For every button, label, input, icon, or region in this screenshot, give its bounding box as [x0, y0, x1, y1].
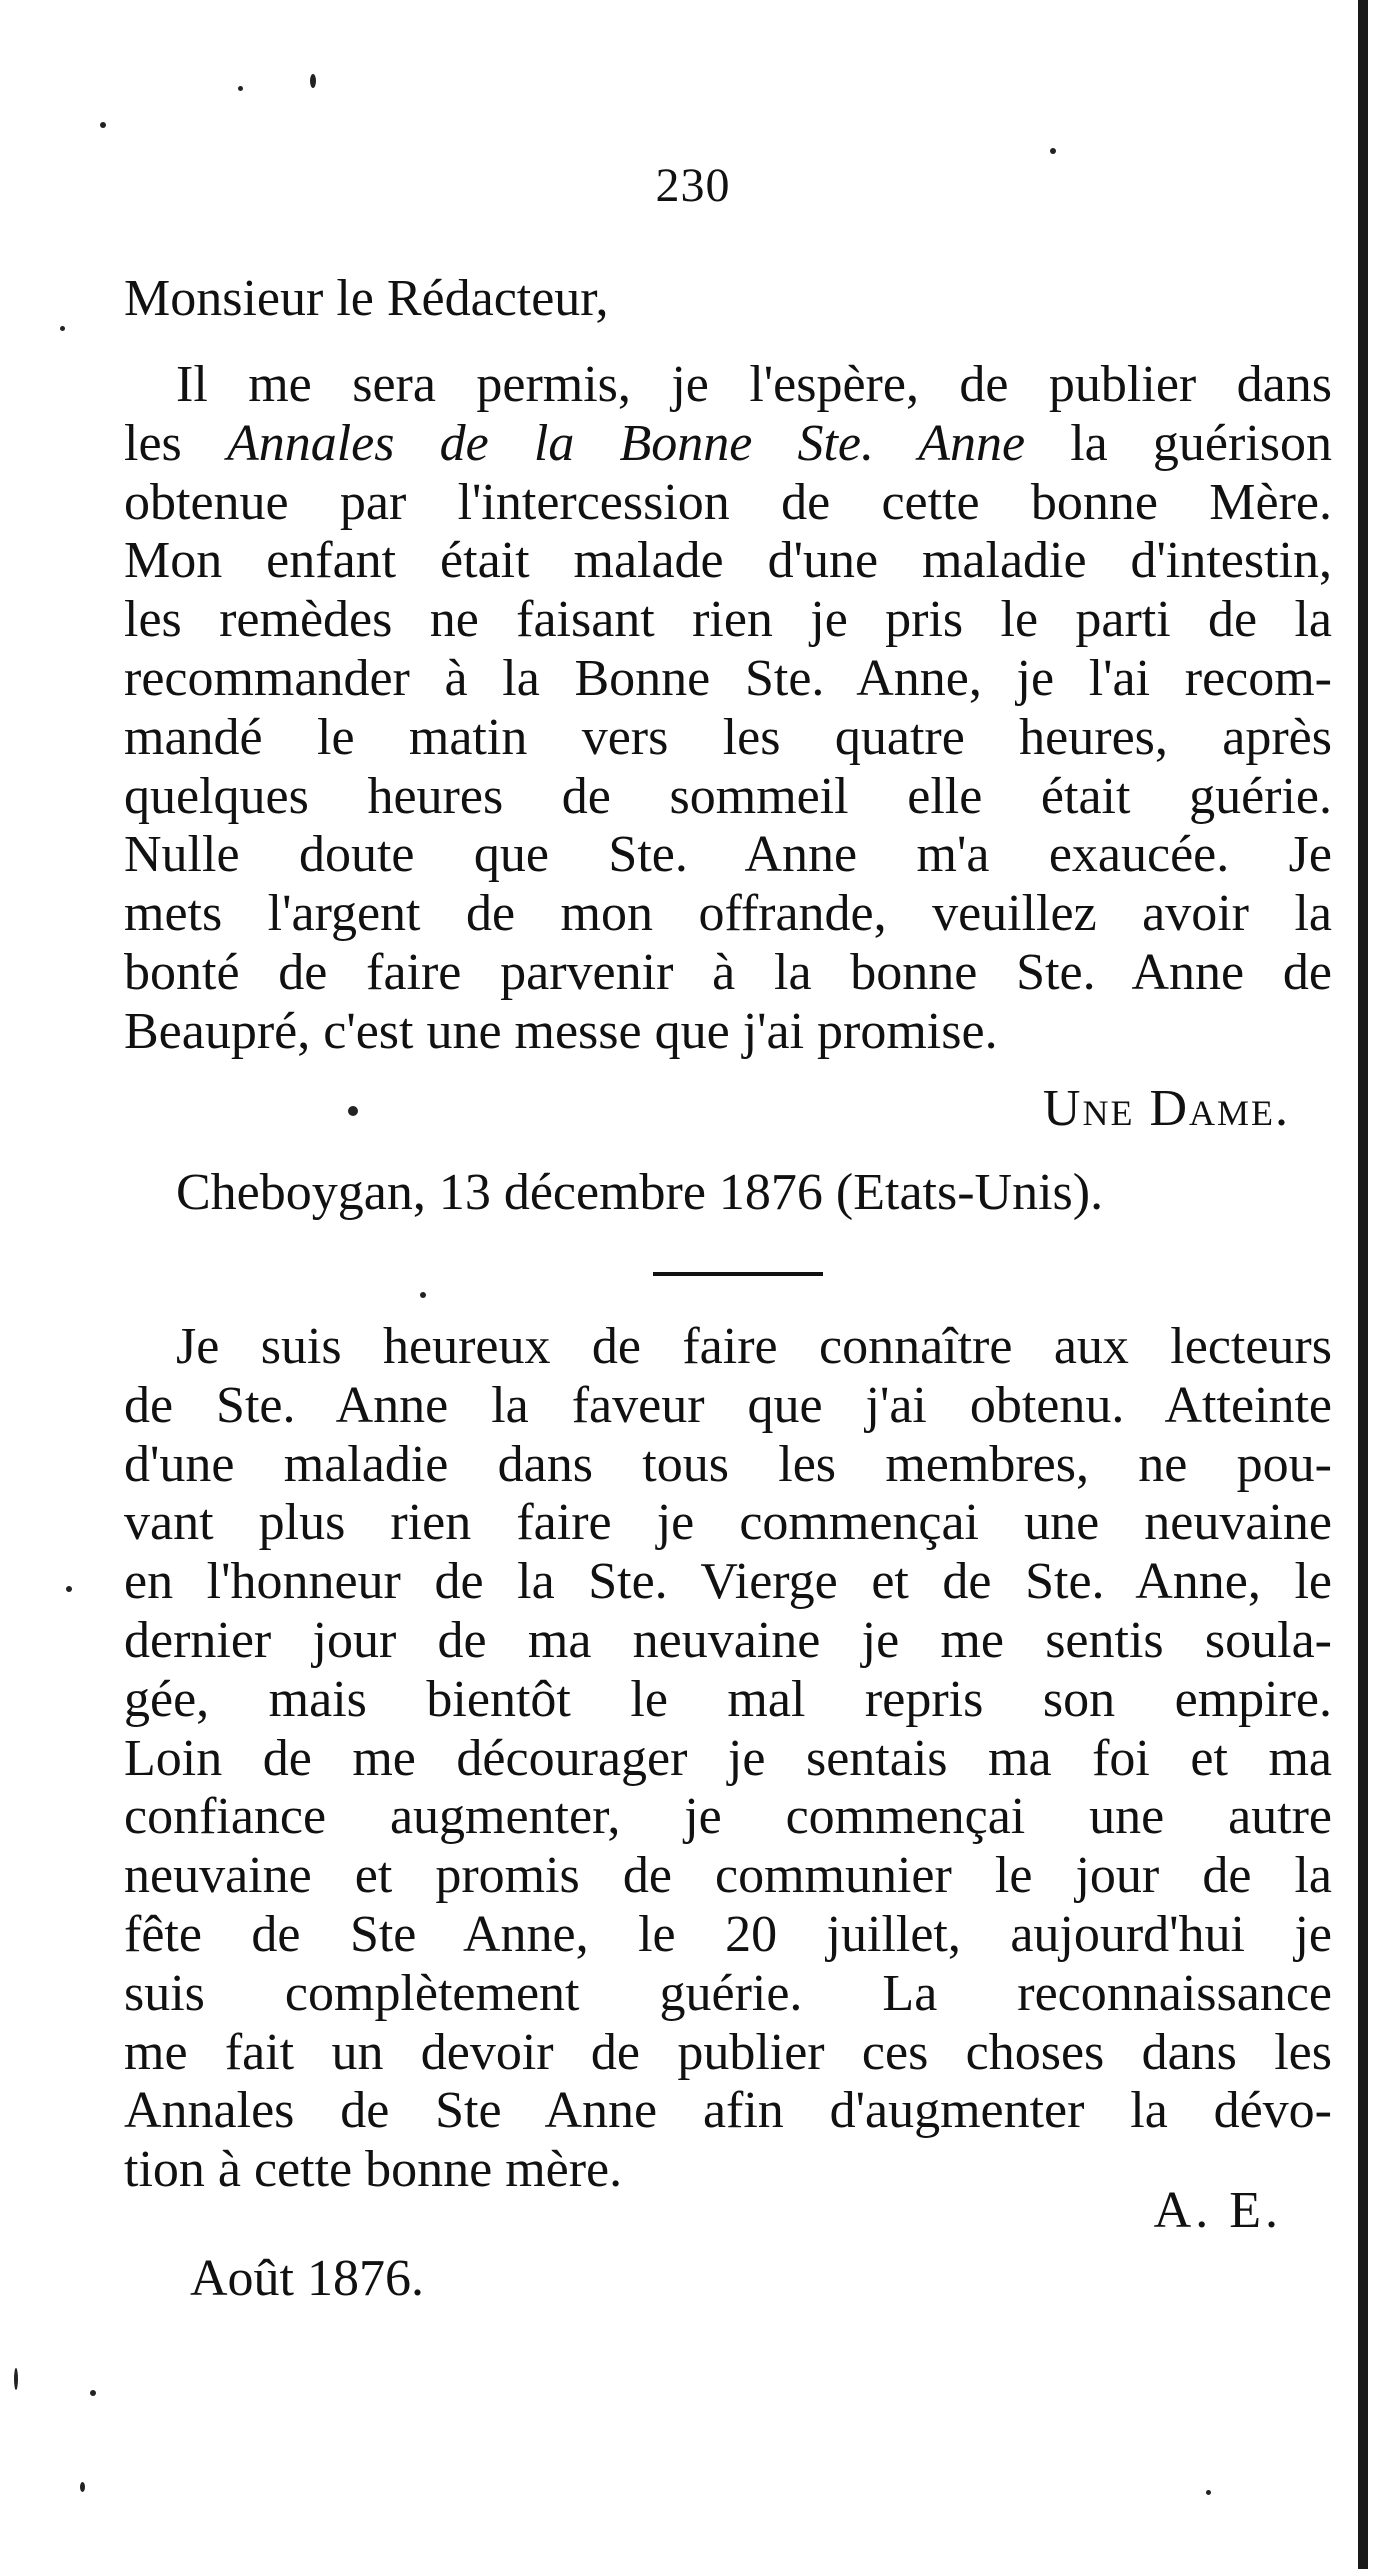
scan-speck — [310, 74, 316, 88]
scan-speck — [60, 326, 65, 331]
body-line: Il me sera permis, je l'espère, de publier dans — [176, 356, 1332, 413]
body-line: mandé le matin vers les quatre heures, après — [124, 708, 1332, 766]
page-edge-shadow — [1358, 0, 1368, 2569]
section-separator — [653, 1272, 823, 1276]
body-line: vant plus rien faire je commençai une neuvaine — [124, 1494, 1332, 1552]
page-number: 230 — [655, 159, 731, 212]
body-line: Beaupré, c'est une messe que j'ai promise. — [124, 1002, 998, 1060]
body-line: dernier jour de ma neuvaine je me sentis soula- — [124, 1611, 1332, 1669]
body-line: bonté de faire parvenir à la bonne Ste. Anne de — [124, 943, 1332, 1001]
letter2-dateline: Août 1876. — [190, 2250, 424, 2307]
body-line: gée, mais bientôt le mal repris son empire. — [124, 1670, 1332, 1728]
scan-speck — [66, 1586, 72, 1592]
letter1-body — [124, 356, 1332, 1062]
scan-speck — [1206, 2490, 1211, 2495]
body-line: d'une maladie dans tous les membres, ne pou- — [124, 1435, 1332, 1493]
letter1-salutation: Monsieur le Rédacteur, — [124, 270, 609, 327]
body-line: mets l'argent de mon offrande, veuillez avoir la — [124, 885, 1332, 943]
body-line: quelques heures de sommeil elle était guérie. — [124, 767, 1332, 825]
body-line: Je suis heureux de faire connaître aux lecteurs — [176, 1318, 1332, 1375]
scan-speck — [238, 86, 243, 91]
body-line: suis complètement guérie. La reconnaissance — [124, 1964, 1332, 2022]
body-line: neuvaine et promis de communier le jour de la — [124, 1847, 1332, 1905]
body-line: en l'honneur de la Ste. Vierge et de Ste. Anne, le — [124, 1553, 1332, 1611]
body-line-before: les — [124, 414, 227, 472]
letter2-signature: A. E. — [1153, 2182, 1282, 2239]
body-line: Annales de Ste Anne afin d'augmenter la dévo- — [124, 2082, 1332, 2140]
scan-speck — [80, 2482, 85, 2492]
body-line-after: la guérison — [1025, 414, 1333, 472]
body-line: confiance augmenter, je commençai une autre — [124, 1788, 1332, 1846]
body-line — [124, 415, 1332, 474]
body-line: obtenue par l'intercession de cette bonne Mère. — [124, 473, 1332, 531]
letter2-body — [124, 1318, 1332, 2200]
body-line: me fait un devoir de publier ces choses dans les — [124, 2023, 1332, 2081]
body-line: fête de Ste Anne, le 20 juillet, aujourd'hui je — [124, 1905, 1332, 1963]
scan-speck — [348, 1106, 358, 1116]
letter1-dateline: Cheboygan, 13 décembre 1876 (Etats-Unis). — [176, 1164, 1104, 1221]
body-line: Loin de me décourager je sentais ma foi et ma — [124, 1729, 1332, 1787]
letter1-signature: Une Dame. — [1042, 1080, 1290, 1137]
scan-speck — [420, 1292, 426, 1298]
annales-title: Annales de la Bonne Ste. Anne — [226, 414, 1026, 472]
body-line: les remèdes ne faisant rien je pris le parti de la — [124, 591, 1332, 649]
body-line: Nulle doute que Ste. Anne m'a exaucée. Je — [124, 826, 1332, 884]
scan-speck — [100, 122, 106, 128]
scan-speck — [90, 2390, 96, 2396]
body-line: Mon enfant était malade d'une maladie d'intestin, — [124, 532, 1332, 590]
body-line: recommander à la Bonne Ste. Anne, je l'ai recom- — [124, 649, 1332, 707]
scan-speck — [14, 2368, 18, 2390]
body-line: de Ste. Anne la faveur que j'ai obtenu. Atteinte — [124, 1376, 1332, 1434]
scan-speck — [1050, 148, 1056, 154]
body-line: tion à cette bonne mère. — [124, 2141, 623, 2199]
